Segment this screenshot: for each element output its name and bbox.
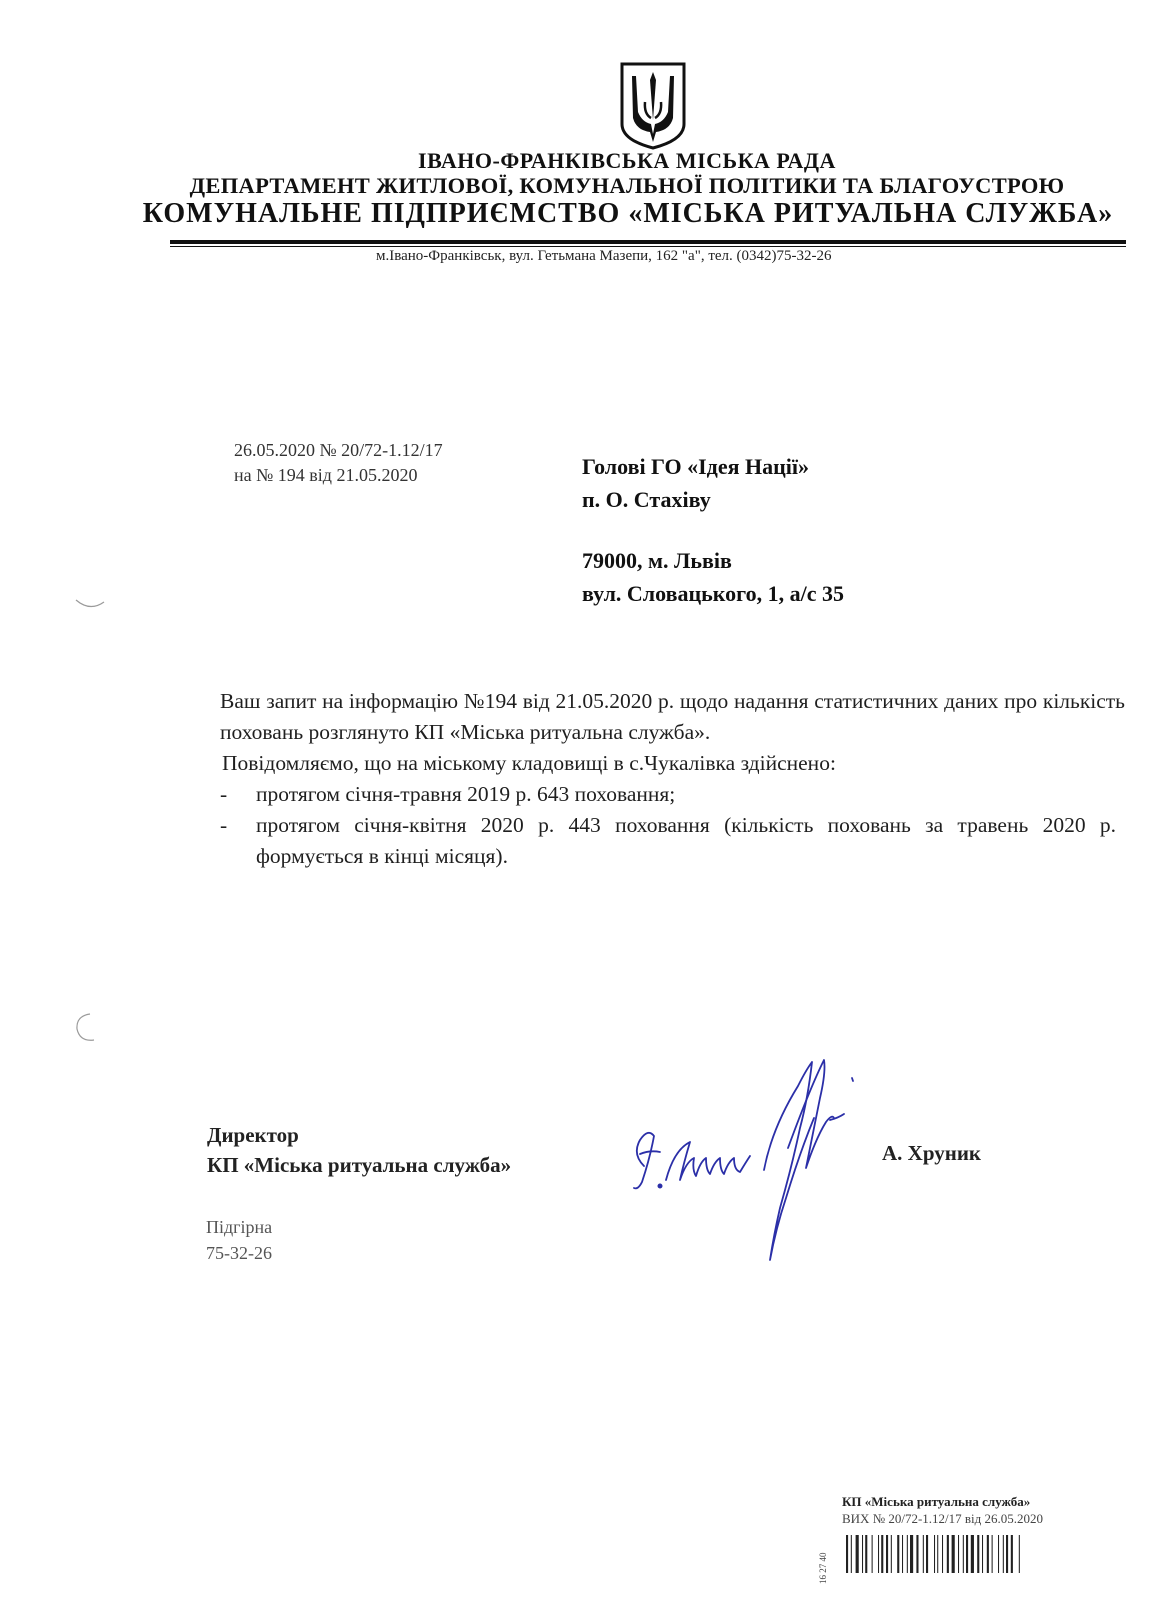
list-item-text: протягом січня-квітня 2020 р. 443 поховання (кількість поховань за травень 2020 р. формується в кінці місяця).: [256, 813, 1116, 868]
header-department: ДЕПАРТАМЕНТ ЖИТЛОВОЇ, КОМУНАЛЬНОЇ ПОЛІТИКИ ТА БЛАГОУСТРОЮ: [189, 173, 1065, 198]
recipient-title: Голові ГО «Ідея Нації»: [582, 454, 809, 479]
punch-hole-icon: [74, 1012, 106, 1044]
body-paragraph-request-text: Ваш запит на інформацію №194 від 21.05.2020 р. щодо надання статистичних даних про кількість поховань розглянуто КП «Міська ритуальна служба».: [220, 689, 1125, 744]
body-paragraph-notice: Повідомляємо, що на міському кладовищі в с.Чукалівка здійснено:: [222, 751, 836, 775]
handwritten-signature-icon: [630, 1058, 880, 1268]
list-bullet: -: [220, 813, 228, 837]
outgoing-reference: 26.05.2020 № 20/72-1.12/17: [234, 440, 443, 460]
recipient-city: 79000, м. Львів: [582, 548, 732, 573]
ukraine-trident-icon: [618, 62, 688, 150]
punch-hole-icon: [74, 586, 106, 618]
recipient-street: вул. Словацького, 1, а/с 35: [582, 581, 845, 606]
incoming-reference: на № 194 від 21.05.2020: [234, 465, 418, 485]
header-rule-thick: [170, 240, 1126, 244]
body-paragraph-request: [220, 686, 1125, 748]
executor-name: Підгірна: [206, 1217, 273, 1237]
recipient-name: п. О. Стахіву: [582, 487, 711, 512]
signatory-name: А. Хруник: [882, 1141, 982, 1165]
signatory-title: Директор: [207, 1123, 299, 1147]
list-item-text: протягом січня-травня 2019 р. 643 поховання;: [256, 782, 676, 806]
executor-phone: 75-32-26: [206, 1243, 272, 1263]
header-rule-thin: [170, 246, 1126, 247]
list-item: [220, 779, 1125, 810]
signatory-organization: КП «Міська ритуальна служба»: [207, 1153, 512, 1177]
registration-stamp: [842, 1494, 1082, 1527]
stamp-organization: КП «Міська ритуальна служба»: [842, 1494, 1031, 1509]
header-council: ІВАНО-ФРАНКІВСЬКА МІСЬКА РАДА: [418, 148, 836, 173]
stamp-outgoing-number: ВИХ № 20/72-1.12/17 від 26.05.2020: [842, 1511, 1044, 1526]
list-item: [220, 810, 1125, 872]
header-address: м.Івано-Франківськ, вул. Гетьмана Мазепи, 162 "а", тел. (0342)75-32-26: [376, 248, 832, 264]
barcode-icon: [846, 1535, 1080, 1573]
list-bullet: -: [220, 782, 228, 806]
stamp-code: 16 27 40: [818, 1552, 828, 1584]
header-enterprise: КОМУНАЛЬНЕ ПІДПРИЄМСТВО «МІСЬКА РИТУАЛЬНА СЛУЖБА»: [142, 198, 1114, 229]
